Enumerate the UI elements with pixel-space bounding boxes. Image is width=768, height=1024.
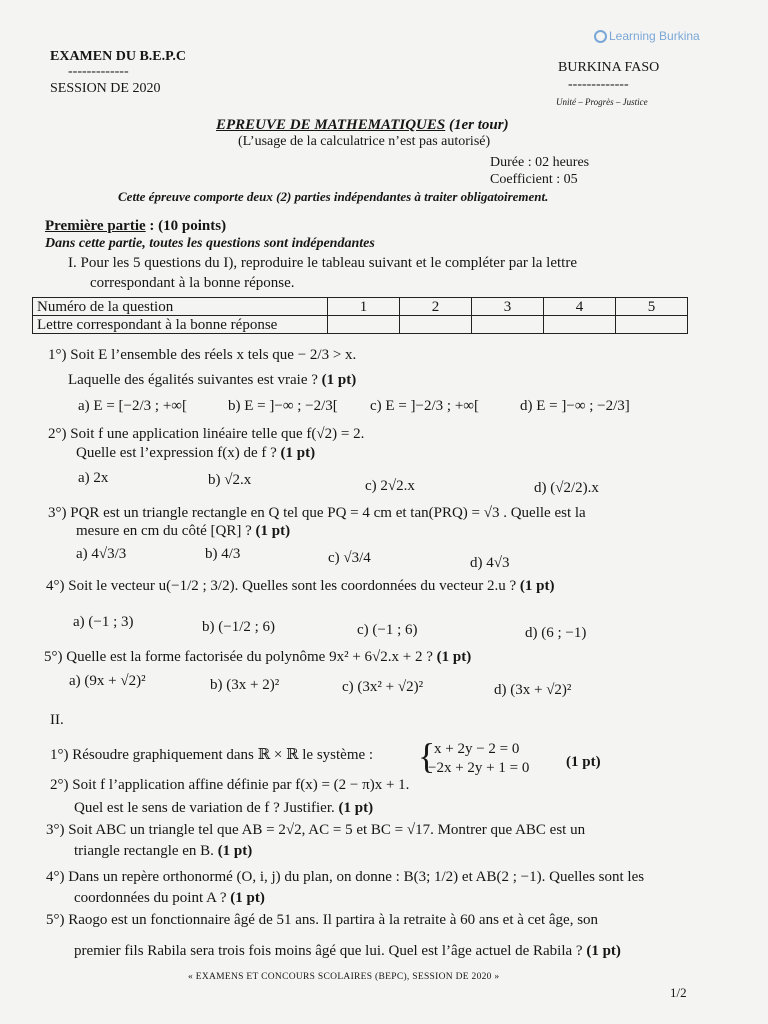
part2-q1-text: 1°) Résoudre graphiquement dans ℝ × ℝ le système : xyxy=(50,747,374,763)
part2-q4-text2: coordonnées du point A ? (1 pt) xyxy=(74,890,265,906)
q1-option-c: c) E = ]−2/3 ; +∞[ xyxy=(370,398,479,414)
q4-option-d: d) (6 ; −1) xyxy=(525,625,587,641)
exam-title: EXAMEN DU B.E.P.C xyxy=(50,49,186,64)
header-dashes-left: ------------- xyxy=(68,64,129,79)
q4-option-c: c) (−1 ; 6) xyxy=(357,622,418,638)
table-cell-empty xyxy=(400,316,472,334)
page-number: 1/2 xyxy=(670,985,687,1000)
part2-q2-text2: Quel est le sens de variation de f ? Justifier. (1 pt) xyxy=(74,800,374,816)
session-label: SESSION DE 2020 xyxy=(50,81,161,96)
q2-stem: 2°) Soit f une application linéaire telle que f(√2) = 2. xyxy=(48,426,365,442)
q5-option-d: d) (3x + √2)² xyxy=(494,682,572,698)
q1-option-a: a) E = [−2/3 ; +∞[ xyxy=(78,398,187,414)
part2-q5-text2: premier fils Rabila sera trois fois moins âgé que lui. Quel est l’âge actuel de Rabila ? (1 pt) xyxy=(74,943,621,959)
q2-option-c: c) 2√2.x xyxy=(365,478,415,494)
exam-round: (1er tour) xyxy=(448,117,509,133)
q3-option-a: a) 4√3/3 xyxy=(76,546,127,562)
q1-option-b: b) E = ]−∞ ; −2/3[ xyxy=(228,398,338,414)
q5-option-a: a) (9x + √2)² xyxy=(69,673,146,689)
q2-option-d: d) (√2/2).x xyxy=(534,480,599,496)
coefficient: Coefficient : 05 xyxy=(490,172,578,187)
q1-prompt: Laquelle des égalités suivantes est vraie ? (1 pt) xyxy=(68,372,357,388)
answer-table xyxy=(32,297,688,334)
q2-prompt: Quelle est l’expression f(x) de f ? (1 pt) xyxy=(76,445,316,461)
q4-option-a: a) (−1 ; 3) xyxy=(73,614,134,630)
q5-option-b: b) (3x + 2)² xyxy=(210,677,280,693)
table-cell-number: 3 xyxy=(472,298,544,316)
q4-stem: 4°) Soit le vecteur u(−1/2 ; 3/2). Quelles sont les coordonnées du vecteur 2.u ? (1 pt) xyxy=(46,578,555,594)
exam-heading xyxy=(216,117,509,134)
part1-subtitle: Dans cette partie, toutes les questions sont indépendantes xyxy=(45,236,375,251)
part1-heading: Première partie : (10 points) xyxy=(45,218,227,234)
part2-q1-eq1: x + 2y − 2 = 0 xyxy=(434,741,520,757)
page-footer: « EXAMENS ET CONCOURS SCOLAIRES (BEPC), SESSION DE 2020 » xyxy=(188,972,500,982)
table-cell-empty xyxy=(544,316,616,334)
table-cell-empty xyxy=(472,316,544,334)
watermark: Learning Burkina xyxy=(594,29,700,43)
table-cell-number: 2 xyxy=(400,298,472,316)
table-cell-empty xyxy=(615,316,687,334)
table-label-answer-letter: Lettre correspondant à la bonne réponse xyxy=(33,316,328,334)
q3-stem: 3°) PQR est un triangle rectangle en Q tel que PQ = 4 cm et tan(PRQ) = √3 . Quelle est la xyxy=(48,505,586,521)
q5-stem: 5°) Quelle est la forme factorisée du polynôme 9x² + 6√2.x + 2 ? (1 pt) xyxy=(44,649,472,665)
part1-intro-line2: correspondant à la bonne réponse. xyxy=(90,275,295,291)
q3-option-d: d) 4√3 xyxy=(470,555,510,571)
duration: Durée : 02 heures xyxy=(490,155,590,170)
table-label-question-number: Numéro de la question xyxy=(33,298,328,316)
part2-label: II. xyxy=(50,712,64,728)
part2-q1-points: (1 pt) xyxy=(566,754,601,770)
q3-option-b: b) 4/3 xyxy=(205,546,241,562)
part2-q2-text: 2°) Soit f l’application affine définie par f(x) = (2 − π)x + 1. xyxy=(50,777,410,793)
part2-q3-text: 3°) Soit ABC un triangle tel que AB = 2√2, AC = 5 et BC = √17. Montrer que ABC est un xyxy=(46,822,586,838)
part2-q3-text2: triangle rectangle en B. (1 pt) xyxy=(74,843,253,859)
header-dashes-right: ------------- xyxy=(568,77,629,92)
table-row xyxy=(33,298,688,316)
q2-option-b: b) √2.x xyxy=(208,472,252,488)
q1-option-d: d) E = ]−∞ ; −2/3] xyxy=(520,398,630,414)
country-name: BURKINA FASO xyxy=(558,60,660,75)
q3-option-c: c) √3/4 xyxy=(328,550,371,566)
calculator-note: (L’usage de la calculatrice n’est pas autorisé) xyxy=(238,134,491,149)
part1-intro-line1: I. Pour les 5 questions du I), reproduire le tableau suivant et le compléter par la lettre xyxy=(68,255,577,271)
q2-option-a: a) 2x xyxy=(78,470,109,486)
q5-option-c: c) (3x² + √2)² xyxy=(342,679,424,695)
country-motto: Unité – Progrès – Justice xyxy=(556,97,648,107)
q4-option-b: b) (−1/2 ; 6) xyxy=(202,619,276,635)
q3-stem2: mesure en cm du côté [QR] ? (1 pt) xyxy=(76,523,291,539)
part2-q4-text: 4°) Dans un repère orthonormé (O, i, j) du plan, on donne : B(3; 1/2) et AB(2 ; −1). Quelles sont les xyxy=(46,869,645,885)
part2-q1-eq2: −2x + 2y + 1 = 0 xyxy=(428,760,530,776)
table-row xyxy=(33,316,688,334)
system-brace: { xyxy=(418,736,436,776)
table-cell-number: 4 xyxy=(544,298,616,316)
table-cell-number: 5 xyxy=(615,298,687,316)
table-cell-number: 1 xyxy=(328,298,400,316)
learning-burkina-logo-icon xyxy=(594,30,607,43)
q1-stem: 1°) Soit E l’ensemble des réels x tels que − 2/3 > x. xyxy=(48,347,357,363)
part2-q5-text: 5°) Raogo est un fonctionnaire âgé de 51 ans. Il partira à la retraite à 60 ans et à cet âge, son xyxy=(46,912,599,928)
exam-subject: EPREUVE DE MATHEMATIQUES xyxy=(216,117,446,133)
exam-notice: Cette épreuve comporte deux (2) parties indépendantes à traiter obligatoirement. xyxy=(118,189,549,204)
table-cell-empty xyxy=(328,316,400,334)
